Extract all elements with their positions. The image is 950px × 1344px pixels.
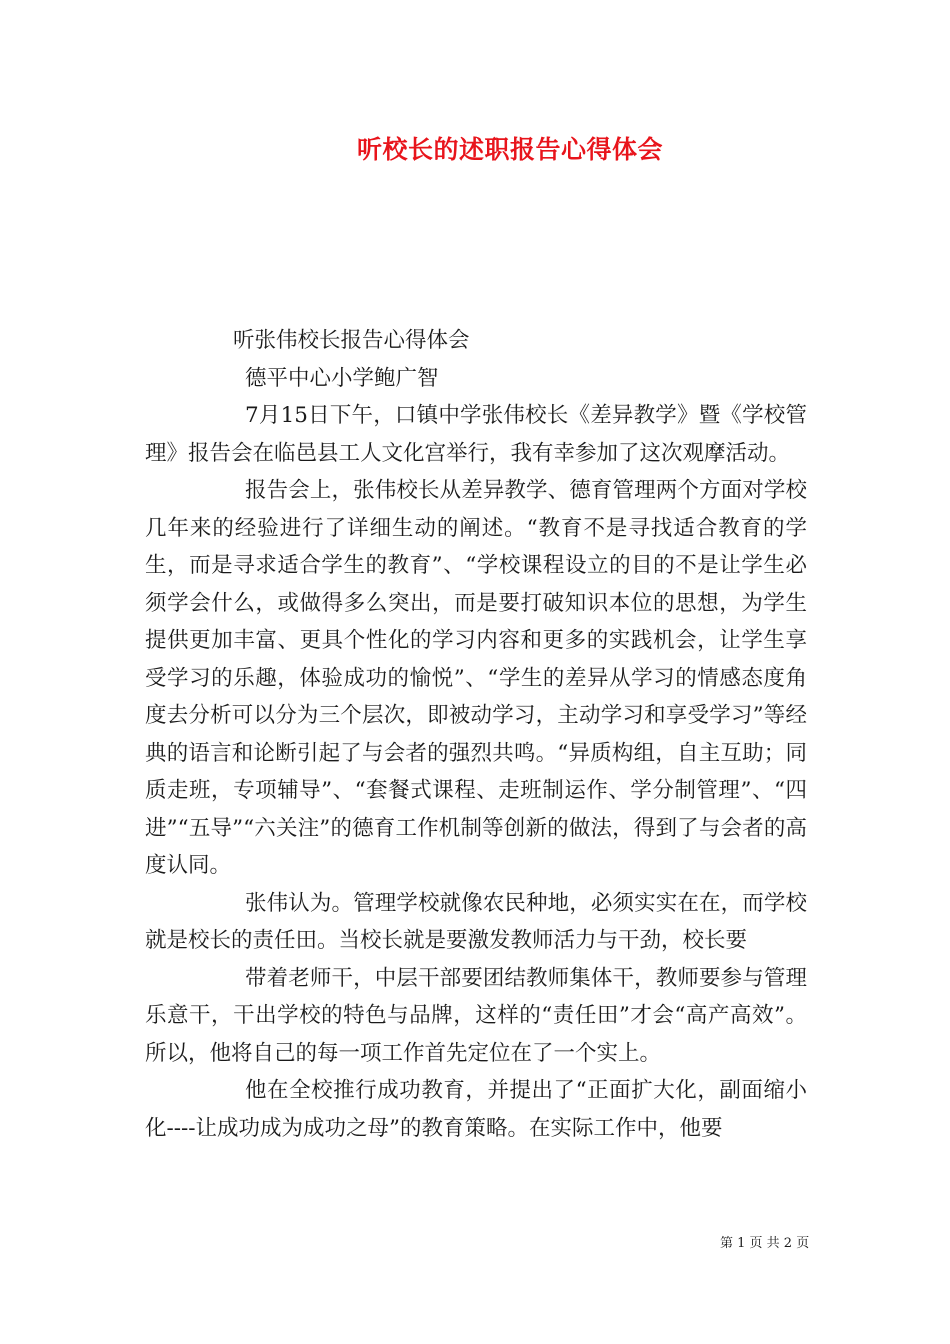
- paragraph-2: 报告会上，张伟校长从差异教学、德育管理两个方面对学校几年来的经验进行了详细生动的阐述。“教育不是寻找适合教育的学生，而是寻求适合学生的教育”、“学校课程设立的目的不是让学生必须学会什么，或做得多么突出，而是要打破知识本位的思想，为学生提供更加丰富、更具个性化的学习内容和更多的实践机会，让学生享受学习的乐趣，体验成功的愉悦”、“学生的差异从学习的情感态度角度去分析可以分为三个层次，即被动学习，主动学习和享受学习”等经典的语言和论断引起了与会者的强烈共鸣。“异质构组，自主互助；同质走班，专项辅导”、“套餐式课程、走班制运作、学分制管理”、“四进”“五导”“六关注”的德育工作机制等创新的做法，得到了与会者的高度认同。: [145, 478, 807, 878]
- page-number: 第 1 页 共 2 页: [720, 1236, 810, 1251]
- paragraph-5: 他在全校推行成功教育，并提出了“正面扩大化，副面缩小化----让成功成为成功之母”的教育策略。在实际工作中，他要: [145, 1078, 807, 1141]
- paragraph-4: 带着老师干，中层干部要团结教师集体干，教师要参与管理乐意干，干出学校的特色与品牌，这样的“责任田”才会“高产高效”。所以，他将自己的每一项工作首先定位在了一个实上。: [145, 965, 807, 1066]
- paragraph-3: 张伟认为。管理学校就像农民种地，必须实实在在，而学校就是校长的责任田。当校长就是要激发教师活力与干劲，校长要: [145, 890, 807, 953]
- document-subtitle: 听张伟校长报告心得体会: [233, 328, 470, 353]
- document-body: [145, 322, 807, 1147]
- paragraph-1: 7月15日下午，口镇中学张伟校长《差异教学》暨《学校管理》报告会在临邑县工人文化宫举行，我有幸参加了这次观摩活动。: [145, 403, 807, 466]
- document-title: 听校长的述职报告心得体会: [356, 135, 663, 164]
- document-author: 德平中心小学鲍广智: [245, 365, 439, 391]
